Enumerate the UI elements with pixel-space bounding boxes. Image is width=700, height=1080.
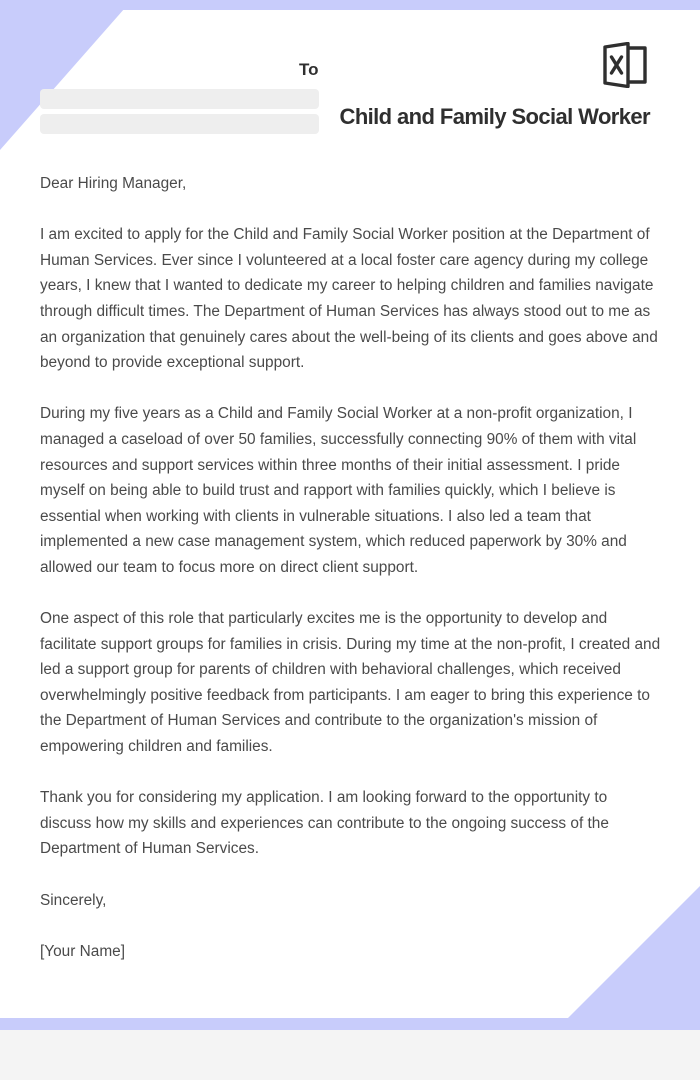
paragraph-2: During my five years as a Child and Family Social Worker at a non-profit organization, I managed a caseload of over 50 families, successfully connecting 90% of them with vital resources and support services within three months of their initial assessment. I pride myself on being able to build trust and rapport with families quickly, which I believe is essential when working with clients in vulnerable situations. I also led a team that implemented a new case management system, which reduced paperwork by 30% and allowed our team to focus more on direct client support. [40,405,637,576]
paragraph-3: One aspect of this role that particularly excites me is the opportunity to develop and facilitate support groups for families in crisis. During my time at the non-profit, I created and led a support group for parents of children with behavioral challenges, which received overwhelmingly positive feedback from participants. I am eager to bring this experience to the Department of Human Services and contribute to the organization's mission of empowering children and families. [40,610,661,756]
letter-body [40,171,662,990]
recipient-label: To [299,60,319,79]
document-title: Child and Family Social Worker [339,104,650,129]
paragraph-1: I am excited to apply for the Child and Family Social Worker position at the Department of Human Services. Ever since I volunteered at a local foster care agency during my college years, I knew that I wanted to dedicate my career to helping children and families navigate through difficult times. The Department of Human Services has always stood out to me as an organization that genuinely cares about the well-being of its clients and goes above and beyond to provide exceptional support. [40,226,658,372]
closing: Sincerely, [40,891,107,909]
signature: [Your Name] [40,942,125,960]
greeting: Dear Hiring Manager, [40,175,187,192]
letter-page [0,10,700,1018]
recipient-placeholder-line-2 [40,114,319,134]
word-document-icon [602,42,648,88]
recipient-placeholder-line-1 [40,89,319,109]
paragraph-4: Thank you for considering my application. I am looking forward to the opportunity to discuss how my skills and experiences can contribute to the ongoing success of the Department of Human Services. [40,789,609,858]
